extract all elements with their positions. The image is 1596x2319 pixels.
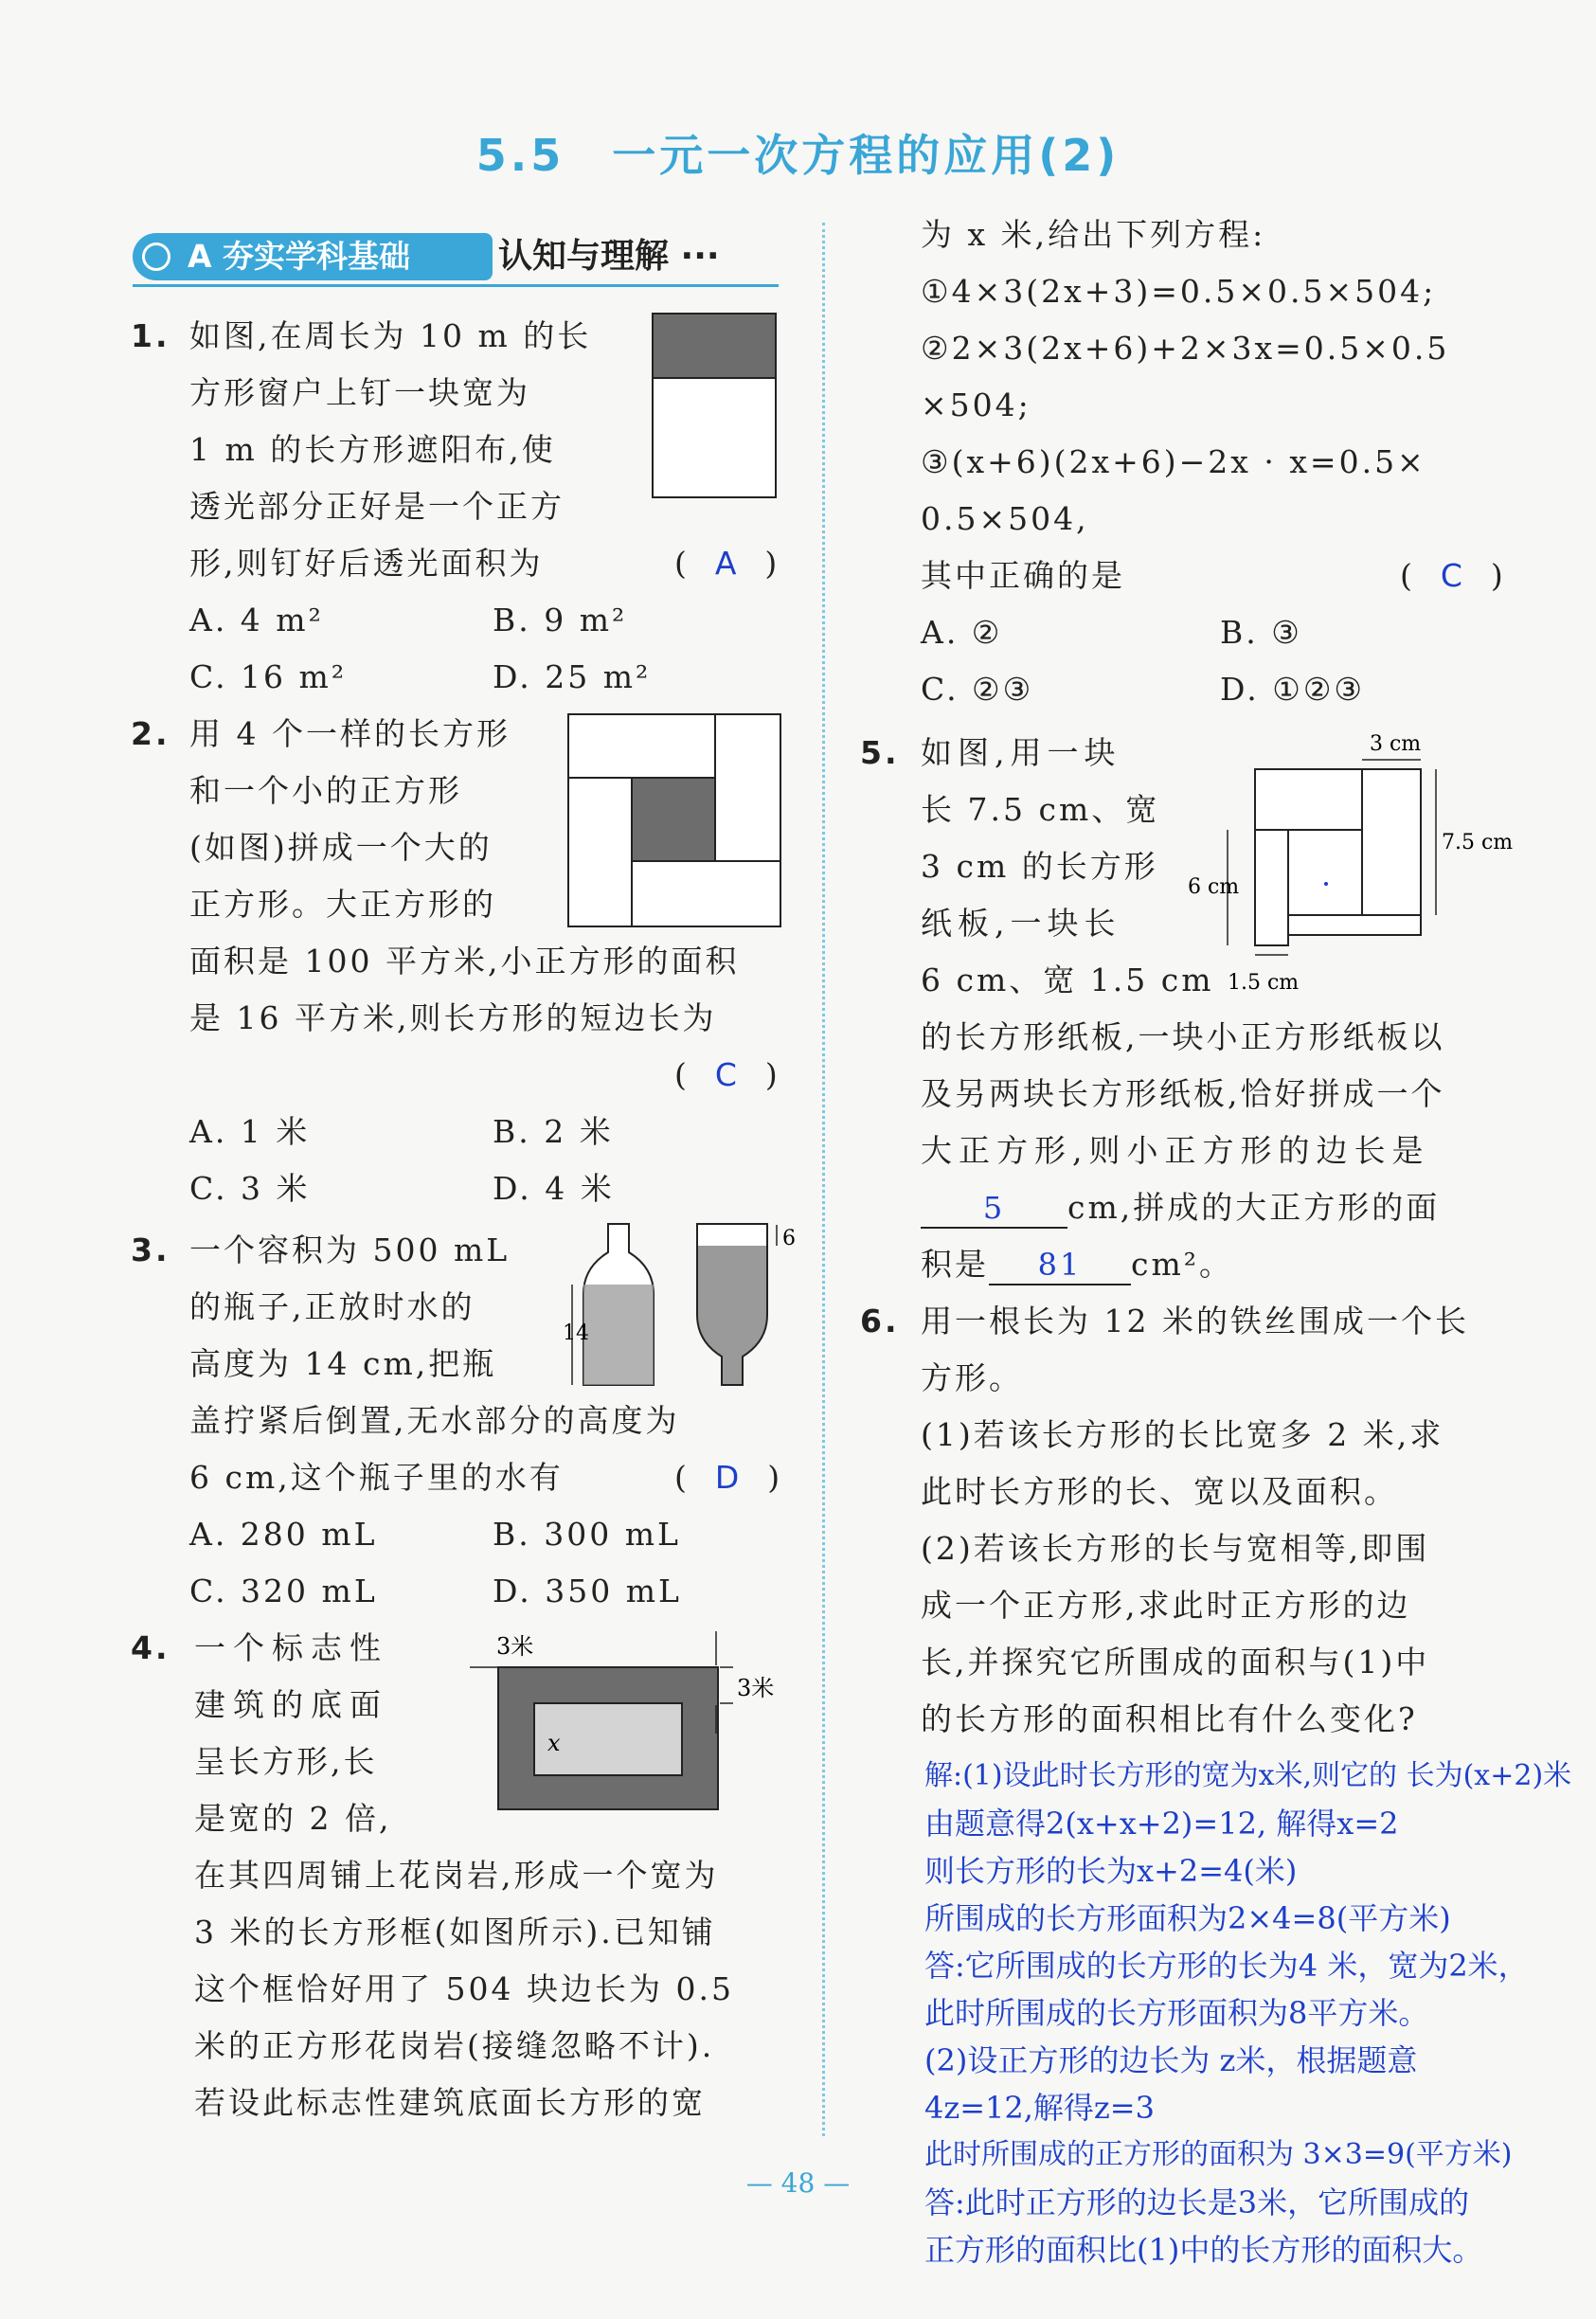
page-number: — 48 — [745,2167,851,2199]
q3-line-3: 高度为 14 cm,把瓶 [189,1345,497,1382]
q4-right-line-5: ③(x+6)(2x+6)−2x · x=0.5× [921,443,1426,480]
q4-right-line-2: ①4×3(2x+3)=0.5×0.5×504; [921,273,1437,310]
q6-line-2: 方形。 [921,1359,1023,1396]
section-badge [133,233,493,280]
q4-right-line-4: ×504; [921,386,1031,423]
q6-solution-line-11: 正方形的面积比(1)中的长方形的面积大。 [924,2232,1483,2268]
q4-answer: C [1440,557,1465,594]
q6-solution-line-2: 由题意得2(x+x+2)=12, 解得x=2 [924,1806,1399,1842]
q3-line-1: 一个容积为 500 mL [189,1231,511,1268]
q4-option-d: D. ①②③ [1220,671,1366,708]
q3-answer-bracket: ( D ) [674,1459,783,1496]
section-rule [133,284,779,287]
section-badge-label: A 夯实学科基础 [188,238,411,275]
q4-option-c: C. ②③ [921,671,1034,708]
q1-line-2: 方形窗户上钉一块宽为 [189,374,530,411]
q4-fig-top-label: 3米 [496,1633,534,1660]
q5-line-7: 及另两块长方形纸板,恰好拼成一个 [921,1075,1445,1112]
q5-blank-2 [989,1246,1131,1285]
q6-solution-line-10: 答:此时正方形的边长是3米，它所围成的 [924,2184,1470,2220]
q6-line-7: 长,并探究它所围成的面积与(1)中 [921,1644,1430,1681]
q2-squares-figure [566,712,784,930]
q4-right-line-7: 其中正确的是 [921,557,1125,594]
q1-line-3: 1 m 的长方形遮阳布,使 [189,431,556,468]
q1-option-a: A. 4 m² [189,602,324,638]
q2-option-d: D. 4 米 [493,1170,615,1207]
section-subtitle: 认知与理解 ··· [498,237,720,276]
q1-number: 1. [131,317,170,354]
q5-blank2-suffix: cm²。 [1131,1246,1234,1283]
q1-answer: A [714,545,740,582]
column-divider [822,223,825,2136]
q4-right-line-6: 0.5×504, [921,500,1089,537]
q2-answer-bracket: ( C ) [674,1056,780,1093]
q6-line-4: 此时长方形的长、宽以及面积。 [921,1473,1398,1510]
q2-option-c: C. 3 米 [189,1170,311,1207]
q4-line-6: 3 米的长方形框(如图所示).已知铺 [194,1914,716,1950]
q3-line-5: 6 cm,这个瓶子里的水有 [189,1459,564,1496]
q4-right-line-1: 为 x 米,给出下列方程: [921,216,1266,253]
q6-solution-line-7: (2)设正方形的边长为 z米，根据题意 [924,2042,1418,2078]
q1-line-5: 形,则钉好后透光面积为 [189,545,544,582]
q4-line-1: 一个标志性 [194,1629,388,1666]
q6-solution-line-5: 答:它所围成的长方形的长为4 米，宽为2米， [924,1948,1529,1984]
q1-line-4: 透光部分正好是一个正方 [189,488,565,525]
q4-line-7: 这个框恰好用了 504 块边长为 0.5 [194,1970,734,2007]
q4-fig-right-label: 3米 [737,1675,775,1701]
q2-line-1: 用 4 个一样的长方形 [189,715,511,752]
q3-option-d: D. 350 mL [493,1573,682,1609]
q2-line-2: 和一个小的正方形 [189,772,462,809]
section-badge-icon [142,243,170,271]
q4-line-9: 若设此标志性建筑底面长方形的宽 [194,2084,706,2121]
q4-line-5: 在其四周铺上花岗岩,形成一个宽为 [194,1857,719,1894]
q5-fig-label-d: 1.5 cm [1228,971,1300,995]
q6-number: 6. [860,1303,900,1339]
q6-solution-line-9: 此时所围成的正方形的面积为 3×3=9(平方米) [924,2138,1513,2171]
q4-option-b: B. ③ [1220,614,1302,651]
q3-line-4: 盖拧紧后倒置,无水部分的高度为 [189,1402,680,1439]
q4-frame-figure [453,1627,794,1823]
q5-line-3: 3 cm 的长方形 [921,848,1158,885]
q4-fig-var: x [547,1730,561,1756]
q5-blank1-suffix: cm,拼成的大正方形的面 [1067,1189,1441,1226]
q5-fig-label-c: 6 cm [1188,875,1240,899]
q6-line-6: 成一个正方形,求此时正方形的边 [921,1587,1411,1624]
q6-solution-line-4: 所围成的长方形面积为2×4=8(平方米) [924,1900,1451,1936]
q5-number: 5. [860,734,900,771]
q2-answer: C [714,1056,740,1093]
q3-number: 3. [131,1231,170,1268]
q5-blank-1 [921,1189,1067,1229]
q4-line-4: 是宽的 2 倍, [194,1800,392,1837]
q4-line-8: 米的正方形花岗岩(接缝忽略不计). [194,2027,715,2064]
q5-line-5: 6 cm、宽 1.5 cm [921,962,1214,998]
q1-option-c: C. 16 m² [189,658,348,695]
q5-fig-label-b: 7.5 cm [1442,831,1514,854]
page-title: 5.5 一元一次方程的应用(2) [475,130,1121,181]
q5-line-10 [921,1246,1233,1285]
q6-solution-line-1: 解:(1)设此时长方形的宽为x米,则它的 长为(x+2)米 [924,1759,1572,1792]
q2-line-6: 是 16 平方米,则长方形的短边长为 [189,999,717,1036]
q5-line-9 [921,1189,1440,1229]
q6-solution-line-8: 4z=12,解得z=3 [924,2090,1155,2126]
q6-solution-line-3: 则长方形的长为x+2=4(米) [924,1853,1298,1889]
q2-line-3: (如图)拼成一个大的 [189,829,493,866]
q1-option-b: B. 9 m² [493,602,628,638]
q2-option-b: B. 2 米 [493,1113,614,1150]
q3-bottles-figure [559,1222,796,1393]
q2-line-5: 面积是 100 平方米,小正方形的面积 [189,943,740,980]
q4-right-line-3: ②2×3(2x+6)+2×3x=0.5×0.5 [921,330,1450,367]
q2-number: 2. [131,715,170,752]
q3-fig-height-water: 14 [563,1321,589,1345]
q4-number: 4. [131,1629,170,1666]
q5-answer-2: 81 [1037,1247,1083,1283]
q6-line-3: (1)若该长方形的长比宽多 2 米,求 [921,1416,1444,1453]
q6-line-1: 用一根长为 12 米的铁丝围成一个长 [921,1303,1469,1339]
q5-fig-label-a: 3 cm [1370,732,1422,756]
q2-option-a: A. 1 米 [189,1113,311,1150]
q1-option-d: D. 25 m² [493,658,652,695]
q5-line-6: 的长方形纸板,一块小正方形纸板以 [921,1018,1445,1055]
q4-option-a: A. ② [921,614,1003,651]
q5-line-8: 大正方形,则小正方形的边长是 [921,1132,1430,1169]
q2-line-4: 正方形。大正方形的 [189,886,496,923]
q4-line-3: 呈长方形,长 [194,1743,378,1780]
q3-line-2: 的瓶子,正放时水的 [189,1288,475,1325]
q3-answer: D [714,1459,743,1496]
q5-line-1: 如图,用一块 [921,734,1121,771]
q3-fig-height-air: 6 [782,1227,796,1250]
q1-answer-bracket: ( A ) [674,545,780,582]
q5-boards-figure [1184,728,1534,1002]
q5-blank2-prefix: 积是 [921,1246,989,1283]
q4-answer-bracket: ( C ) [1400,557,1506,594]
q3-option-b: B. 300 mL [493,1516,681,1553]
q1-window-figure [652,313,777,498]
q6-line-5: (2)若该长方形的长与宽相等,即围 [921,1530,1430,1567]
q5-answer-1: 5 [982,1190,1006,1226]
q4-line-2: 建筑的底面 [194,1686,388,1723]
q5-line-4: 纸板,一块长 [921,905,1121,942]
q6-solution-line-6: 此时所围成的长方形面积为8平方米。 [924,1995,1429,2031]
q1-line-1: 如图,在周长为 10 m 的长 [189,317,592,354]
q3-option-c: C. 320 mL [189,1573,378,1609]
q3-option-a: A. 280 mL [189,1516,378,1553]
q6-line-8: 的长方形的面积相比有什么变化? [921,1700,1418,1737]
q5-line-2: 长 7.5 cm、宽 [921,791,1160,828]
